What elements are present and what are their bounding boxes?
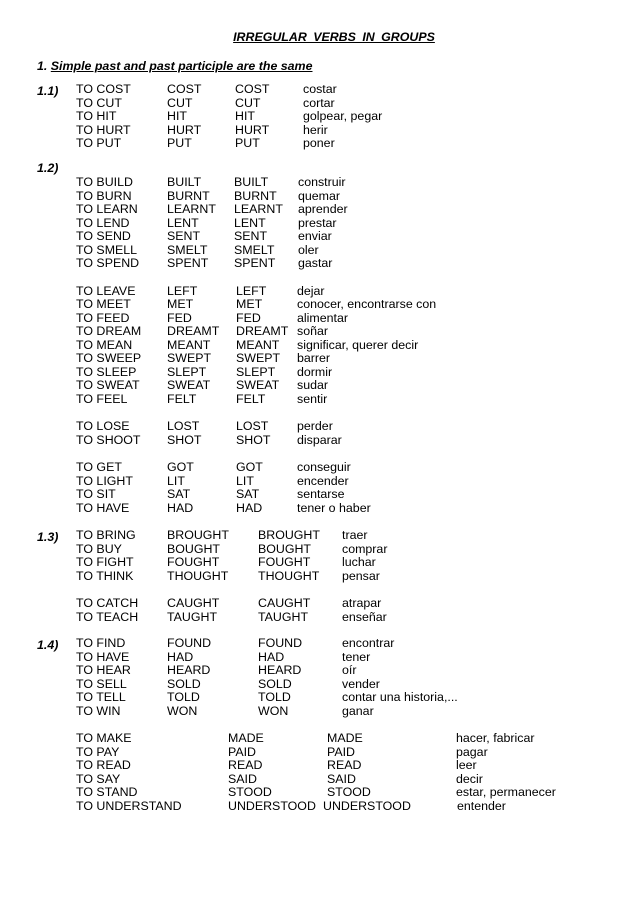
simple-past: BROUGHT	[167, 528, 229, 542]
translation: alimentar	[297, 311, 348, 325]
past-participle: SENT	[234, 229, 268, 243]
past-participle: STOOD	[327, 785, 371, 799]
past-participle: FED	[236, 311, 261, 325]
simple-past: FOUGHT	[167, 555, 220, 569]
past-participle: MADE	[327, 731, 363, 745]
page-title: IRREGULAR VERBS IN GROUPS	[233, 30, 435, 44]
infinitive: TO SPEND	[76, 256, 140, 270]
simple-past: FELT	[167, 392, 197, 406]
simple-past: CAUGHT	[167, 596, 220, 610]
translation: enviar	[298, 229, 332, 243]
past-participle: HEARD	[258, 663, 302, 677]
infinitive: TO SWEAT	[76, 378, 140, 392]
infinitive: TO HEAR	[76, 663, 131, 677]
past-participle: SHOT	[236, 433, 271, 447]
simple-past: BURNT	[167, 189, 210, 203]
simple-past: SOLD	[167, 677, 201, 691]
simple-past: STOOD	[228, 785, 272, 799]
infinitive: TO BUY	[76, 542, 122, 556]
simple-past: HAD	[167, 650, 194, 664]
simple-past: DREAMT	[167, 324, 220, 338]
infinitive: TO MEAN	[76, 338, 133, 352]
infinitive: TO PAY	[76, 745, 120, 759]
translation: dejar	[297, 284, 325, 298]
simple-past: SAID	[228, 772, 257, 786]
past-participle: SAID	[327, 772, 356, 786]
simple-past: PUT	[167, 136, 192, 150]
past-participle: SMELT	[234, 243, 275, 257]
simple-past: LOST	[167, 419, 200, 433]
infinitive: TO HAVE	[76, 501, 130, 515]
past-participle: LIT	[236, 474, 254, 488]
translation: perder	[297, 419, 333, 433]
infinitive: TO SEND	[76, 229, 131, 243]
translation: disparar	[297, 433, 342, 447]
past-participle: CAUGHT	[258, 596, 311, 610]
translation: dormir	[297, 365, 333, 379]
simple-past: CUT	[167, 96, 193, 110]
infinitive: TO CUT	[76, 96, 122, 110]
past-participle: HAD	[236, 501, 263, 515]
past-participle: HAD	[258, 650, 285, 664]
past-participle: SWEAT	[236, 378, 280, 392]
translation: hacer, fabricar	[456, 731, 535, 745]
translation: conseguir	[297, 460, 351, 474]
simple-past: SMELT	[167, 243, 208, 257]
translation: contar una historia,...	[342, 690, 458, 704]
infinitive: TO GET	[76, 460, 122, 474]
infinitive: TO STAND	[76, 785, 138, 799]
past-participle: CUT	[235, 96, 261, 110]
infinitive: TO DREAM	[76, 324, 142, 338]
section-title: Simple past and past participle are the same	[50, 59, 313, 73]
simple-past: FED	[167, 311, 192, 325]
infinitive: TO SHOOT	[76, 433, 141, 447]
section-heading	[37, 59, 312, 73]
past-participle: COST	[235, 82, 270, 96]
simple-past: PAID	[228, 745, 256, 759]
translation: tener	[342, 650, 371, 664]
translation: construir	[298, 175, 346, 189]
translation: entender	[457, 799, 506, 813]
simple-past: READ	[228, 758, 263, 772]
past-participle: HURT	[235, 123, 270, 137]
infinitive: TO HIT	[76, 109, 117, 123]
past-participle: FOUGHT	[258, 555, 311, 569]
past-participle: SOLD	[258, 677, 292, 691]
past-participle: THOUGHT	[258, 569, 320, 583]
translation: comprar	[342, 542, 388, 556]
past-participle: BOUGHT	[258, 542, 312, 556]
infinitive: TO LOSE	[76, 419, 130, 433]
translation: gastar	[298, 256, 333, 270]
infinitive: TO TELL	[76, 690, 126, 704]
infinitive: TO MAKE	[76, 731, 132, 745]
simple-past: MADE	[228, 731, 264, 745]
past-participle: FELT	[236, 392, 266, 406]
simple-past: LENT	[167, 216, 199, 230]
simple-past: COST	[167, 82, 202, 96]
infinitive: TO PUT	[76, 136, 122, 150]
group-label: 1.1)	[37, 84, 59, 98]
simple-past: LIT	[167, 474, 185, 488]
translation: tener o haber	[297, 501, 371, 515]
simple-past: TOLD	[167, 690, 200, 704]
infinitive: TO SLEEP	[76, 365, 137, 379]
past-participle: MET	[236, 297, 263, 311]
translation: decir	[456, 772, 483, 786]
translation: traer	[342, 528, 368, 542]
past-participle: SLEPT	[236, 365, 276, 379]
past-participle: SPENT	[234, 256, 276, 270]
infinitive: TO MEET	[76, 297, 131, 311]
translation: sentarse	[297, 487, 345, 501]
translation: barrer	[297, 351, 331, 365]
translation: costar	[303, 82, 337, 96]
simple-past: FOUND	[167, 636, 212, 650]
simple-past: GOT	[167, 460, 194, 474]
past-participle: BUILT	[234, 175, 269, 189]
simple-past: WON	[167, 704, 198, 718]
translation: golpear, pegar	[303, 109, 383, 123]
past-participle: MEANT	[236, 338, 280, 352]
translation: luchar	[342, 555, 376, 569]
past-participle: WON	[258, 704, 289, 718]
infinitive: TO FIND	[76, 636, 126, 650]
simple-past: LEARNT	[167, 202, 216, 216]
infinitive: TO FIGHT	[76, 555, 134, 569]
translation: aprender	[298, 202, 348, 216]
past-participle: LOST	[236, 419, 269, 433]
group-label: 1.2)	[37, 161, 59, 175]
infinitive: TO BURN	[76, 189, 132, 203]
translation: oler	[298, 243, 319, 257]
translation: soñar	[297, 324, 328, 338]
infinitive: TO LEND	[76, 216, 130, 230]
past-participle: HIT	[235, 109, 255, 123]
past-participle: SWEPT	[236, 351, 281, 365]
infinitive: TO THINK	[76, 569, 134, 583]
group-label: 1.3)	[37, 530, 59, 544]
simple-past: HEARD	[167, 663, 211, 677]
translation: atrapar	[342, 596, 382, 610]
infinitive: TO SMELL	[76, 243, 138, 257]
translation: prestar	[298, 216, 337, 230]
infinitive: TO FEEL	[76, 392, 128, 406]
translation: leer	[456, 758, 477, 772]
translation: pensar	[342, 569, 380, 583]
section-number: 1.	[37, 59, 48, 73]
simple-past: HAD	[167, 501, 194, 515]
simple-past: BUILT	[167, 175, 202, 189]
simple-past: SENT	[167, 229, 201, 243]
infinitive: TO SIT	[76, 487, 116, 501]
past-participle: SAT	[236, 487, 260, 501]
past-participle: FOUND	[258, 636, 303, 650]
translation: significar, querer decir	[297, 338, 419, 352]
simple-past: SWEPT	[167, 351, 212, 365]
simple-past: SHOT	[167, 433, 202, 447]
past-participle: UNDERSTOOD	[323, 799, 411, 813]
infinitive: TO READ	[76, 758, 131, 772]
simple-past: HURT	[167, 123, 202, 137]
infinitive: TO SAY	[76, 772, 121, 786]
translation: encender	[297, 474, 349, 488]
translation: sudar	[297, 378, 328, 392]
translation: ganar	[342, 704, 374, 718]
past-participle: TOLD	[258, 690, 291, 704]
past-participle: PAID	[327, 745, 355, 759]
simple-past: UNDERSTOOD	[228, 799, 316, 813]
past-participle: BURNT	[234, 189, 277, 203]
infinitive: TO CATCH	[76, 596, 139, 610]
infinitive: TO WIN	[76, 704, 121, 718]
translation: estar, permanecer	[456, 785, 556, 799]
infinitive: TO LEAVE	[76, 284, 136, 298]
translation: pagar	[456, 745, 488, 759]
infinitive: TO HURT	[76, 123, 131, 137]
simple-past: TAUGHT	[167, 610, 218, 624]
translation: enseñar	[342, 610, 387, 624]
simple-past: SAT	[167, 487, 191, 501]
translation: quemar	[298, 189, 341, 203]
translation: vender	[342, 677, 380, 691]
past-participle: DREAMT	[236, 324, 289, 338]
translation: encontrar	[342, 636, 395, 650]
infinitive: TO BRING	[76, 528, 136, 542]
infinitive: TO FEED	[76, 311, 130, 325]
simple-past: BOUGHT	[167, 542, 221, 556]
simple-past: MEANT	[167, 338, 211, 352]
past-participle: GOT	[236, 460, 263, 474]
infinitive: TO LIGHT	[76, 474, 133, 488]
simple-past: MET	[167, 297, 194, 311]
infinitive: TO TEACH	[76, 610, 139, 624]
past-participle: READ	[327, 758, 362, 772]
past-participle: BROUGHT	[258, 528, 320, 542]
infinitive: TO COST	[76, 82, 131, 96]
translation: cortar	[303, 96, 335, 110]
group-label: 1.4)	[37, 638, 59, 652]
infinitive: TO LEARN	[76, 202, 138, 216]
translation: sentir	[297, 392, 328, 406]
past-participle: LENT	[234, 216, 266, 230]
infinitive: TO HAVE	[76, 650, 130, 664]
simple-past: SWEAT	[167, 378, 211, 392]
translation: oír	[342, 663, 357, 677]
infinitive: TO SELL	[76, 677, 127, 691]
translation: herir	[303, 123, 328, 137]
past-participle: LEARNT	[234, 202, 283, 216]
past-participle: LEFT	[236, 284, 267, 298]
past-participle: PUT	[235, 136, 260, 150]
simple-past: SPENT	[167, 256, 209, 270]
simple-past: SLEPT	[167, 365, 207, 379]
translation: poner	[303, 136, 335, 150]
simple-past: HIT	[167, 109, 187, 123]
simple-past: LEFT	[167, 284, 198, 298]
infinitive: TO BUILD	[76, 175, 133, 189]
translation: conocer, encontrarse con	[297, 297, 437, 311]
simple-past: THOUGHT	[167, 569, 229, 583]
infinitive: TO UNDERSTAND	[76, 799, 182, 813]
past-participle: TAUGHT	[258, 610, 309, 624]
infinitive: TO SWEEP	[76, 351, 142, 365]
